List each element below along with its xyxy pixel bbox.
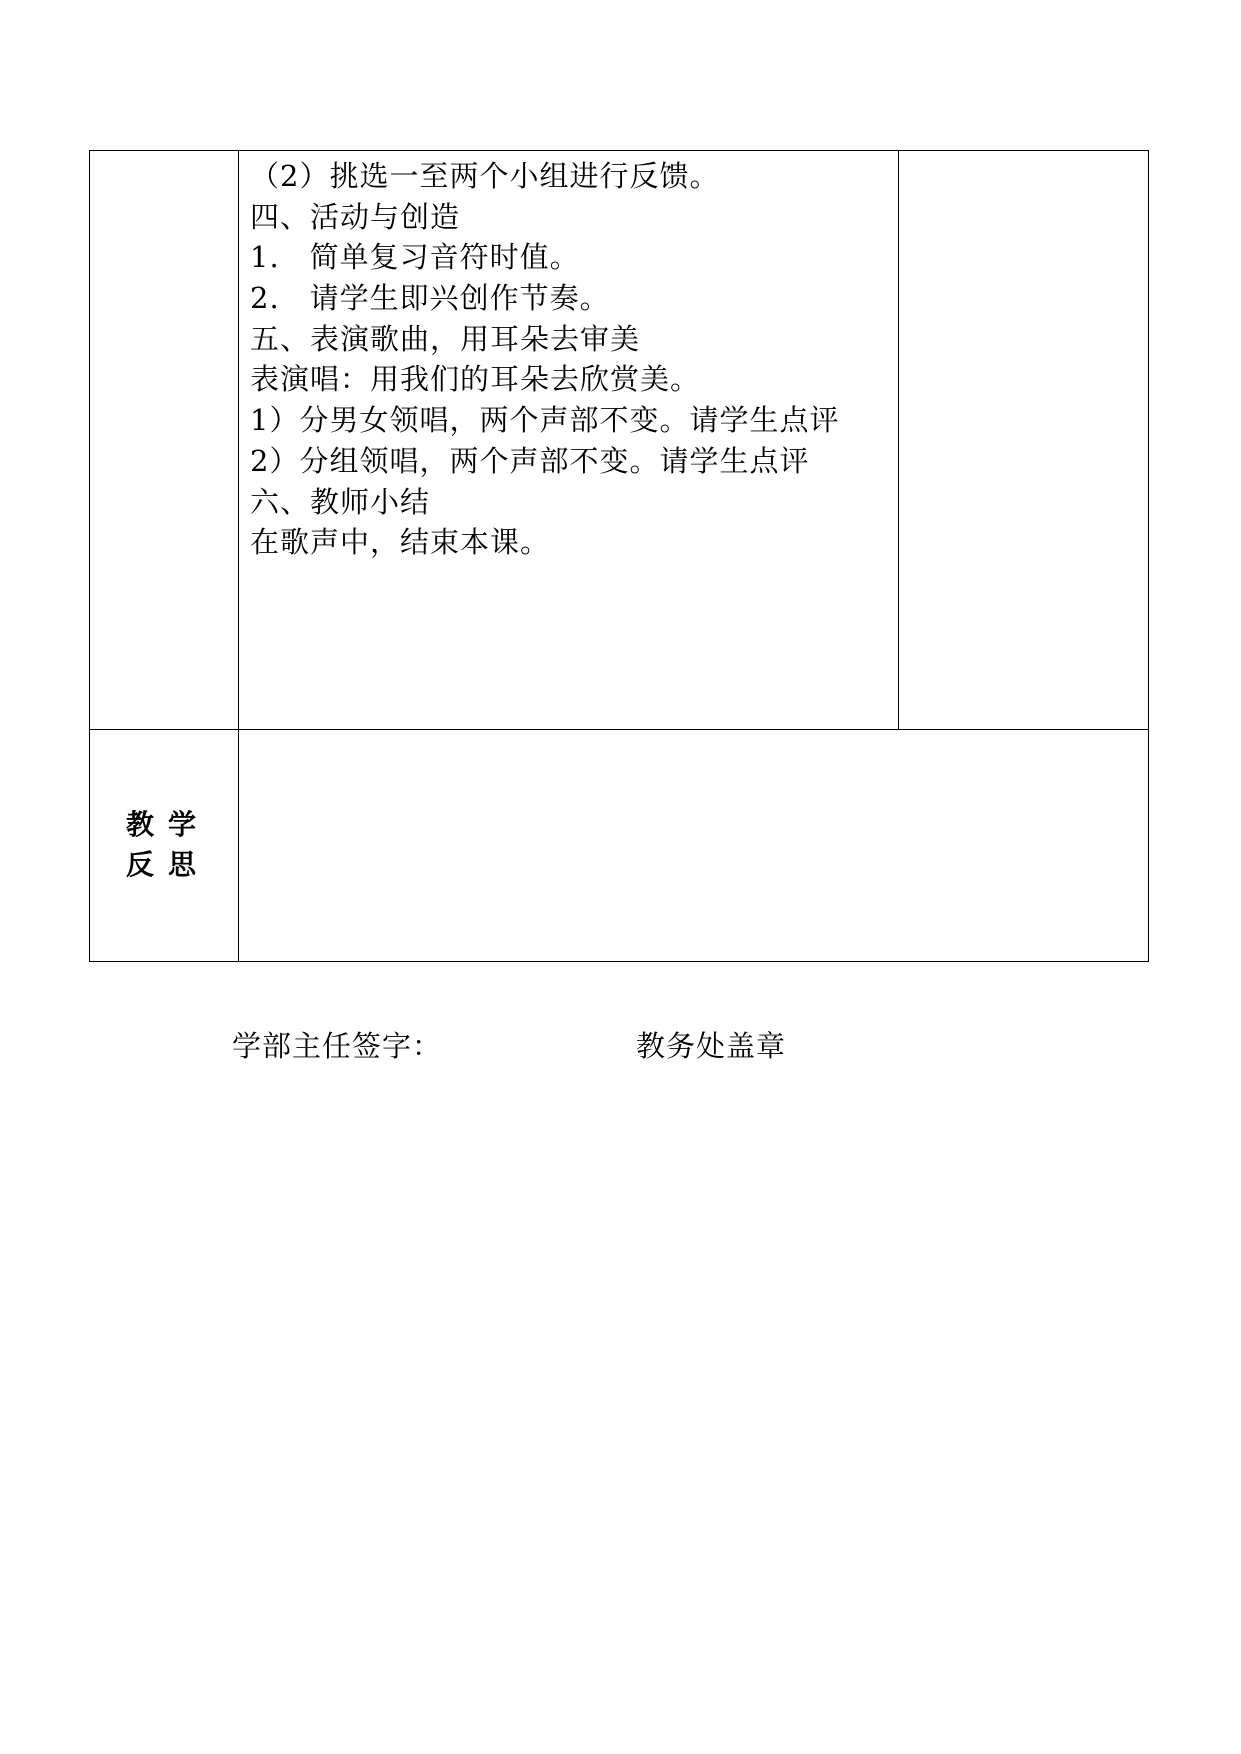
content-line: 1. 简单复习音符时值。 — [250, 240, 580, 275]
reflection-label-line1: 教学 — [126, 808, 211, 841]
content-line: 2）分组领唱，两个声部不变。请学生点评 — [250, 443, 810, 478]
director-signature-label: 学部主任签字： — [232, 1029, 443, 1063]
content-line: 在歌声中，结束本课。 — [250, 525, 551, 560]
office-stamp-label: 教务处盖章 — [636, 1029, 787, 1063]
section-heading: 四、活动与创造 — [250, 199, 461, 234]
table-border-bottom — [89, 961, 1149, 962]
table-column-divider — [238, 150, 239, 962]
reflection-label — [126, 805, 226, 885]
section-heading: 五、表演歌曲，用耳朵去审美 — [250, 321, 641, 356]
content-line: 2. 请学生即兴创作节奏。 — [250, 281, 610, 316]
table-border-right — [1148, 150, 1149, 962]
reflection-label-line2: 反思 — [126, 848, 211, 881]
content-line: 表演唱：用我们的耳朵去欣赏美。 — [250, 362, 701, 397]
reflection-content-cell — [240, 731, 1147, 960]
content-line: （2）挑选一至两个小组进行反馈。 — [250, 159, 720, 193]
content-line: 1）分男女领唱，两个声部不变。请学生点评 — [250, 403, 840, 438]
lesson-process-cell — [250, 156, 890, 563]
table-row-divider — [89, 729, 1149, 730]
section-heading: 六、教师小结 — [250, 484, 431, 519]
table-border-left — [89, 150, 90, 962]
notes-cell — [899, 151, 1148, 729]
